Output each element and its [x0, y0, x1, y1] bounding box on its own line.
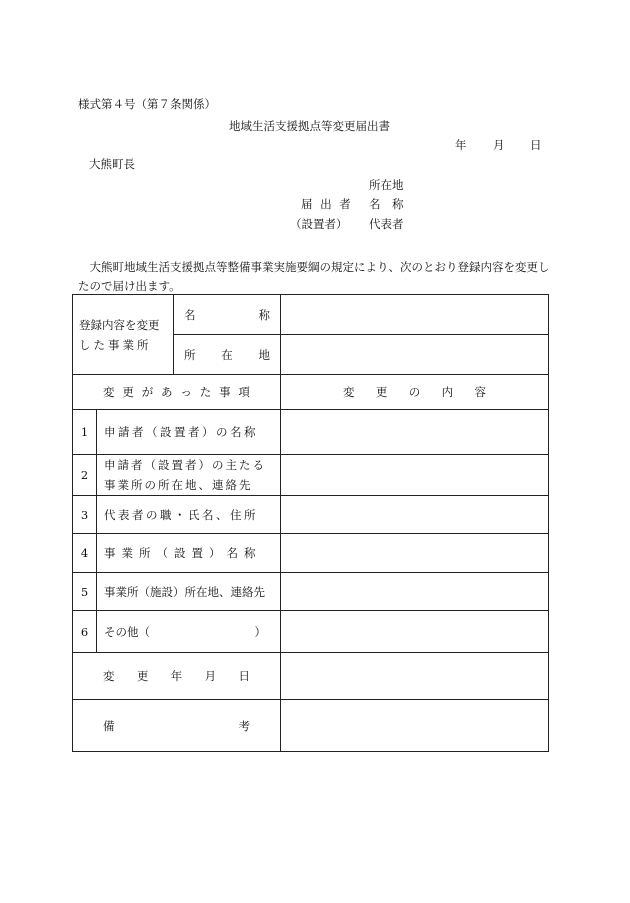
remarks-value[interactable] — [281, 700, 549, 752]
form-number: 様式第４号（第７条関係） — [78, 97, 216, 111]
office-name-label-char: 称 — [258, 307, 270, 322]
office-location-value[interactable] — [281, 335, 549, 375]
page-title: 地域生活支援拠点等変更届出書 — [229, 119, 390, 133]
item-label-line1: 申請者（設置者）の主たる — [104, 458, 266, 472]
table-row — [73, 534, 549, 573]
date-year: 年 — [455, 138, 467, 152]
item-content-value[interactable] — [281, 611, 549, 653]
change-date-char: 月 — [204, 669, 217, 683]
office-header-cell — [73, 295, 174, 375]
item-number: 3 — [73, 496, 97, 534]
item-content-value[interactable] — [281, 573, 549, 611]
item-label-line2: 事業所の所在地、連絡先 — [104, 478, 253, 492]
header-char: た — [199, 385, 212, 399]
changed-items-header — [73, 375, 281, 410]
item-number: 2 — [73, 455, 97, 496]
item-content-value[interactable] — [281, 496, 549, 534]
office-location-label-char: 在 — [221, 347, 233, 362]
other-open: その他（ — [104, 624, 150, 639]
other-close: ） — [254, 624, 266, 639]
body-text: 大熊町地域生活支援拠点等整備事業実施要綱の規定により、次のとおり登録内容を変更したので届け出ます。 — [78, 260, 550, 293]
office-location-label-char: 所 — [184, 347, 196, 362]
change-content-header — [281, 375, 549, 410]
item-label: 事業所（施設）所在地、連絡先 — [97, 573, 281, 611]
change-date-value[interactable] — [281, 653, 549, 700]
item-label — [97, 611, 281, 653]
header-char: 内 — [441, 385, 454, 399]
change-date-char: 日 — [238, 669, 250, 683]
office-name-label-cell — [174, 295, 281, 335]
table-row — [73, 611, 549, 653]
addressee: 大熊町長 — [89, 157, 135, 171]
table-row — [73, 410, 549, 455]
item-content-value[interactable] — [281, 534, 549, 573]
change-form-table — [72, 294, 549, 752]
header-char: っ — [180, 385, 192, 399]
office-location-label-cell — [174, 335, 281, 375]
change-date-char: 変 — [103, 669, 115, 683]
header-char: 更 — [122, 385, 134, 399]
header-char: 更 — [375, 385, 388, 399]
header-char: 項 — [238, 385, 250, 399]
change-date-label-cell — [73, 653, 281, 700]
remarks-char: 考 — [238, 718, 250, 733]
submitter-name-label: 名 称 — [369, 197, 404, 211]
date-day: 日 — [530, 138, 542, 152]
item-content-value[interactable] — [281, 410, 549, 455]
remarks-label-cell — [73, 700, 281, 752]
header-char: が — [141, 385, 154, 399]
office-location-label-char: 地 — [258, 347, 270, 362]
remarks-char: 備 — [103, 718, 115, 733]
item-label: 申請者（設置者）の名称 — [97, 410, 281, 455]
submitter-notifier-label: 届 出 者 — [301, 197, 353, 211]
change-date-char: 更 — [136, 669, 149, 683]
submitter-representative-label: 代表者 — [369, 217, 404, 231]
office-header-line1: 登録内容を変更 — [79, 317, 160, 332]
office-name-value[interactable] — [281, 295, 549, 335]
office-name-label-char: 名 — [184, 307, 196, 322]
item-label — [97, 455, 281, 496]
date-month: 月 — [493, 138, 505, 152]
office-header-line2: した事業所 — [79, 337, 152, 352]
item-number: 4 — [73, 534, 97, 573]
header-char: 事 — [219, 385, 231, 399]
submitter-location-label: 所在地 — [369, 178, 404, 192]
header-char: の — [408, 385, 421, 399]
item-number: 5 — [73, 573, 97, 611]
table-row — [73, 496, 549, 534]
table-row — [73, 455, 549, 496]
item-label: 代表者の職・氏名、住所 — [97, 496, 281, 534]
change-date-char: 年 — [170, 669, 183, 683]
header-char: 容 — [474, 385, 486, 399]
item-number: 1 — [73, 410, 97, 455]
item-label: 事業所（設置）名称 — [97, 534, 281, 573]
header-char: あ — [161, 385, 173, 399]
submitter-establisher-label: （設置者） — [290, 217, 348, 231]
header-char: 変 — [343, 385, 355, 399]
item-number: 6 — [73, 611, 97, 653]
header-char: 変 — [103, 385, 115, 399]
table-row — [73, 573, 549, 611]
item-content-value[interactable] — [281, 455, 549, 496]
